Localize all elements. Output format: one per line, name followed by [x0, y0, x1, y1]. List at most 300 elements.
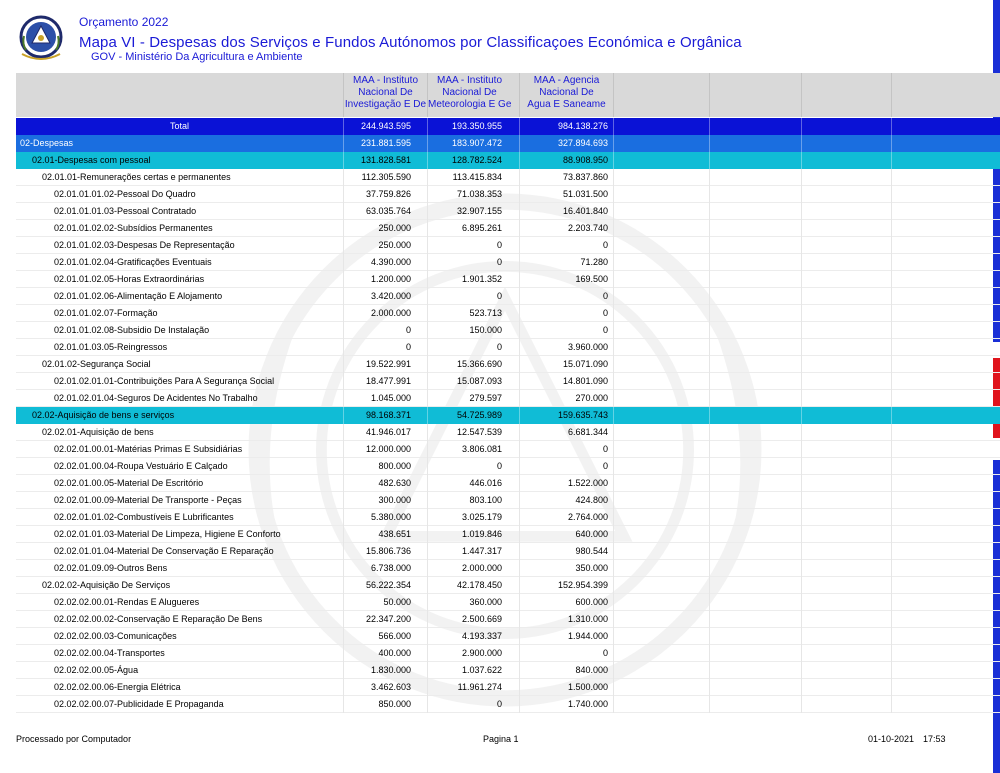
row-column-separator: [613, 237, 614, 254]
row-label: 02.02.01.00.09-Material De Transporte - Peças: [54, 495, 242, 505]
row-column-separator: [891, 492, 892, 509]
row-value: 0: [496, 461, 502, 471]
row-column-separator: [519, 611, 520, 628]
row-value: 54.725.989: [456, 410, 502, 420]
row-value: 98.168.371: [365, 410, 411, 420]
row-column-separator: [801, 237, 802, 254]
row-column-separator: [709, 203, 710, 220]
row-value: 0: [496, 257, 502, 267]
row-value: 566.000: [378, 631, 411, 641]
row-column-separator: [613, 492, 614, 509]
row-column-separator: [519, 220, 520, 237]
row-column-separator: [801, 390, 802, 407]
row-label: 02.02.01.00.04-Roupa Vestuário E Calçado: [54, 461, 228, 471]
row-value: 4.193.337: [461, 631, 502, 641]
row-label: 02.02.02.00.07-Publicidade E Propaganda: [54, 699, 224, 709]
row-value: 250.000: [378, 240, 411, 250]
row-column-separator: [519, 543, 520, 560]
row-value: 2.764.000: [567, 512, 608, 522]
row-column-separator: [891, 186, 892, 203]
row-column-separator: [613, 288, 614, 305]
row-label: 02.02.01.01.02-Combustíveis E Lubrificantes: [54, 512, 234, 522]
table-row: [16, 645, 1000, 662]
row-column-separator: [891, 373, 892, 390]
row-column-separator: [709, 271, 710, 288]
row-value: 56.222.354: [365, 580, 411, 590]
row-column-separator: [709, 339, 710, 356]
row-column-separator: [613, 407, 614, 424]
row-value: 6.895.261: [461, 223, 502, 233]
column-separator: [709, 73, 710, 117]
row-column-separator: [709, 492, 710, 509]
row-value: 18.477.991: [365, 376, 411, 386]
row-column-separator: [613, 594, 614, 611]
row-column-separator: [801, 424, 802, 441]
row-column-separator: [519, 645, 520, 662]
row-column-separator: [891, 356, 892, 373]
row-column-separator: [801, 203, 802, 220]
row-value: 1.944.000: [567, 631, 608, 641]
row-value: 0: [602, 461, 608, 471]
row-column-separator: [519, 458, 520, 475]
coat-of-arms-logo: [16, 14, 66, 64]
row-column-separator: [801, 407, 802, 424]
row-column-separator: [891, 271, 892, 288]
row-value: 2.000.000: [370, 308, 411, 318]
row-column-separator: [519, 407, 520, 424]
row-column-separator: [891, 220, 892, 237]
row-value: 270.000: [575, 393, 608, 403]
row-column-separator: [801, 305, 802, 322]
row-value: 0: [405, 342, 411, 352]
row-value: 2.500.669: [461, 614, 502, 624]
row-value: 16.401.840: [562, 206, 608, 216]
row-column-separator: [801, 135, 802, 152]
row-column-separator: [709, 509, 710, 526]
row-column-separator: [709, 237, 710, 254]
row-column-separator: [891, 594, 892, 611]
row-column-separator: [613, 679, 614, 696]
row-value: 0: [602, 444, 608, 454]
row-label: 02.02.02.00.06-Energia Elétrica: [54, 682, 181, 692]
budget-year-label: Orçamento 2022: [79, 15, 169, 29]
row-column-separator: [709, 305, 710, 322]
row-value: 800.000: [378, 461, 411, 471]
row-value: 438.651: [378, 529, 411, 539]
row-column-separator: [709, 407, 710, 424]
row-column-separator: [801, 441, 802, 458]
row-column-separator: [519, 169, 520, 186]
row-column-separator: [801, 339, 802, 356]
row-column-separator: [709, 220, 710, 237]
row-column-separator: [613, 339, 614, 356]
row-column-separator: [891, 526, 892, 543]
row-column-separator: [709, 254, 710, 271]
row-column-separator: [801, 322, 802, 339]
row-column-separator: [801, 220, 802, 237]
row-column-separator: [709, 424, 710, 441]
row-label: 02.01.01.02.02-Subsídios Permanentes: [54, 223, 213, 233]
row-column-separator: [709, 628, 710, 645]
row-column-separator: [709, 356, 710, 373]
row-column-separator: [709, 594, 710, 611]
row-column-separator: [709, 611, 710, 628]
row-column-separator: [801, 679, 802, 696]
table-row: [16, 339, 1000, 356]
row-value: 3.462.603: [370, 682, 411, 692]
row-column-separator: [519, 356, 520, 373]
row-value: 11.961.274: [457, 682, 502, 692]
row-value: 131.828.581: [360, 155, 411, 165]
row-column-separator: [891, 135, 892, 152]
table-row: [16, 169, 1000, 186]
row-value: 327.894.693: [557, 138, 608, 148]
row-column-separator: [801, 560, 802, 577]
row-value: 0: [602, 240, 608, 250]
row-value: 1.037.622: [461, 665, 502, 675]
row-column-separator: [613, 696, 614, 713]
row-label: 02.01.01.01.03-Pessoal Contratado: [54, 206, 197, 216]
row-value: 1.830.000: [370, 665, 411, 675]
row-label: 02.02.01.00.01-Matérias Primas E Subsidiárias: [54, 444, 243, 454]
column-header-line: Investigação E De: [344, 99, 427, 110]
row-value: 1.310.000: [567, 614, 608, 624]
table-row: [16, 373, 1000, 390]
row-column-separator: [801, 373, 802, 390]
row-column-separator: [801, 628, 802, 645]
row-label: 02.01.02.01.01-Contribuições Para A Segurança Social: [54, 376, 275, 386]
row-column-separator: [801, 288, 802, 305]
row-column-separator: [519, 475, 520, 492]
row-column-separator: [519, 237, 520, 254]
row-column-separator: [519, 509, 520, 526]
table-row: [16, 458, 1000, 475]
row-value: 360.000: [469, 597, 502, 607]
row-column-separator: [891, 169, 892, 186]
row-column-separator: [891, 611, 892, 628]
row-column-separator: [613, 169, 614, 186]
table-row: [16, 611, 1000, 628]
row-column-separator: [801, 611, 802, 628]
row-column-separator: [613, 203, 614, 220]
row-value: 63.035.764: [365, 206, 411, 216]
row-column-separator: [709, 169, 710, 186]
row-value: 112.305.590: [361, 172, 411, 182]
row-column-separator: [613, 152, 614, 169]
row-value: 1.500.000: [567, 682, 608, 692]
row-label: 02.02.02-Aquisição De Serviços: [42, 580, 171, 590]
row-column-separator: [613, 271, 614, 288]
row-column-separator: [613, 441, 614, 458]
row-label: 02.02.02.00.02-Conservação E Reparação De Bens: [54, 614, 263, 624]
row-column-separator: [801, 169, 802, 186]
row-column-separator: [891, 237, 892, 254]
row-column-separator: [613, 628, 614, 645]
row-column-separator: [613, 186, 614, 203]
row-value: 0: [602, 308, 608, 318]
row-column-separator: [613, 305, 614, 322]
column-header-line: MAA - Agencia: [533, 75, 600, 86]
row-column-separator: [709, 662, 710, 679]
row-column-separator: [519, 288, 520, 305]
table-row: [16, 424, 1000, 441]
row-column-separator: [801, 475, 802, 492]
table-row: [16, 152, 1000, 169]
row-value: 482.630: [378, 478, 411, 488]
row-value: 41.946.017: [365, 427, 411, 437]
row-column-separator: [613, 577, 614, 594]
row-column-separator: [519, 135, 520, 152]
row-column-separator: [801, 254, 802, 271]
row-column-separator: [891, 424, 892, 441]
row-label: 02.01-Despesas com pessoal: [32, 155, 151, 165]
table-row: [16, 305, 1000, 322]
row-column-separator: [709, 475, 710, 492]
row-label: 02.02.01.00.05-Material De Escritório: [54, 478, 204, 488]
row-column-separator: [613, 543, 614, 560]
column-separator: [891, 73, 892, 117]
column-header-inmg: [428, 73, 511, 117]
row-column-separator: [801, 118, 802, 135]
row-column-separator: [891, 254, 892, 271]
table-row: [16, 696, 1000, 713]
column-header-line: Nacional De: [539, 87, 594, 98]
row-label: 02.02.02.00.04-Transportes: [54, 648, 165, 658]
row-column-separator: [613, 560, 614, 577]
row-column-separator: [891, 322, 892, 339]
row-value: 193.350.955: [451, 121, 502, 131]
row-value: 12.000.000: [365, 444, 411, 454]
row-label: 02.01.01.03.05-Reingressos: [54, 342, 168, 352]
row-column-separator: [709, 560, 710, 577]
row-column-separator: [519, 152, 520, 169]
row-value: 32.907.155: [456, 206, 502, 216]
row-column-separator: [709, 390, 710, 407]
column-header-line: Nacional De: [442, 87, 497, 98]
row-value: 71.038.353: [456, 189, 502, 199]
row-value: 5.380.000: [370, 512, 411, 522]
row-column-separator: [709, 526, 710, 543]
row-column-separator: [709, 288, 710, 305]
row-value: 2.203.740: [567, 223, 608, 233]
row-value: 300.000: [378, 495, 411, 505]
row-value: 1.200.000: [370, 274, 411, 284]
row-column-separator: [709, 373, 710, 390]
row-value: 640.000: [575, 529, 608, 539]
row-value: 231.881.595: [360, 138, 411, 148]
row-column-separator: [709, 543, 710, 560]
row-label: 02.01.02-Segurança Social: [42, 359, 151, 369]
row-label: 02.02.01.09.09-Outros Bens: [54, 563, 168, 573]
row-value: 12.547.539: [456, 427, 502, 437]
row-label: 02.01.01.02.04-Gratificações Eventuais: [54, 257, 212, 267]
row-column-separator: [519, 679, 520, 696]
row-label: 02-Despesas: [20, 138, 74, 148]
row-label: 02.02.02.00.03-Comunicações: [54, 631, 177, 641]
row-value: 15.071.090: [562, 359, 608, 369]
row-column-separator: [801, 152, 802, 169]
table-row: [16, 356, 1000, 373]
row-column-separator: [891, 628, 892, 645]
row-value: 22.347.200: [365, 614, 411, 624]
row-label: 02.01.01.02.03-Despesas De Representação: [54, 240, 235, 250]
row-column-separator: [891, 696, 892, 713]
row-value: 0: [496, 291, 502, 301]
row-value: 159.635.743: [557, 410, 608, 420]
row-value: 50.000: [383, 597, 411, 607]
row-value: 0: [405, 325, 411, 335]
row-value: 71.280: [580, 257, 608, 267]
row-value: 1.522.000: [567, 478, 608, 488]
row-column-separator: [613, 356, 614, 373]
table-row: [16, 220, 1000, 237]
row-column-separator: [613, 526, 614, 543]
row-column-separator: [801, 271, 802, 288]
row-column-separator: [519, 186, 520, 203]
row-column-separator: [891, 288, 892, 305]
row-value: 1.045.000: [370, 393, 411, 403]
row-column-separator: [801, 594, 802, 611]
table-row: [16, 509, 1000, 526]
row-value: 424.800: [575, 495, 608, 505]
footer-page-number: Pagina 1: [483, 734, 519, 744]
row-value: 42.178.450: [456, 580, 502, 590]
row-column-separator: [519, 696, 520, 713]
row-column-separator: [891, 662, 892, 679]
row-column-separator: [709, 458, 710, 475]
row-column-separator: [613, 373, 614, 390]
row-column-separator: [801, 696, 802, 713]
row-label: 02.02.02.00.01-Rendas E Alugueres: [54, 597, 200, 607]
row-value: 446.016: [469, 478, 502, 488]
row-column-separator: [613, 322, 614, 339]
row-column-separator: [613, 645, 614, 662]
row-label: 02.01.02.01.04-Seguros De Acidentes No Trabalho: [54, 393, 258, 403]
table-row: [16, 543, 1000, 560]
footer-processed-by: Processado por Computador: [16, 734, 132, 744]
row-value: 0: [496, 240, 502, 250]
row-value: 279.597: [469, 393, 502, 403]
row-column-separator: [801, 577, 802, 594]
row-value: 2.000.000: [461, 563, 502, 573]
row-column-separator: [613, 475, 614, 492]
row-label: 02.02.01.01.04-Material De Conservação E Reparação: [54, 546, 274, 556]
row-value: 6.738.000: [370, 563, 411, 573]
row-column-separator: [709, 152, 710, 169]
row-value: 1.019.846: [461, 529, 502, 539]
column-header-ana: [520, 73, 613, 117]
row-column-separator: [801, 356, 802, 373]
row-column-separator: [519, 203, 520, 220]
row-column-separator: [519, 594, 520, 611]
row-column-separator: [519, 373, 520, 390]
row-column-separator: [891, 407, 892, 424]
row-column-separator: [613, 254, 614, 271]
column-header-line: Agua E Saneame: [527, 99, 606, 110]
table-row: [16, 203, 1000, 220]
table-row: [16, 560, 1000, 577]
row-column-separator: [709, 577, 710, 594]
row-value: 1.447.317: [461, 546, 502, 556]
row-column-separator: [519, 339, 520, 356]
row-column-separator: [519, 628, 520, 645]
row-value: 37.759.826: [365, 189, 411, 199]
row-value: 88.908.950: [562, 155, 608, 165]
row-value: 183.907.472: [451, 138, 502, 148]
row-label: 02.01.01.01.02-Pessoal Do Quadro: [54, 189, 196, 199]
row-column-separator: [801, 186, 802, 203]
row-column-separator: [709, 441, 710, 458]
row-value: 15.806.736: [365, 546, 411, 556]
row-column-separator: [891, 118, 892, 135]
column-separator: [613, 73, 614, 117]
row-column-separator: [801, 662, 802, 679]
row-value: 73.837.860: [562, 172, 608, 182]
row-value: 840.000: [575, 665, 608, 675]
row-value: 0: [602, 325, 608, 335]
row-value: 128.782.524: [451, 155, 502, 165]
row-column-separator: [709, 645, 710, 662]
row-label: 02.01.01.02.08-Subsidio De Instalação: [54, 325, 210, 335]
row-column-separator: [709, 696, 710, 713]
row-column-separator: [891, 475, 892, 492]
row-value: 803.100: [469, 495, 502, 505]
row-column-separator: [613, 135, 614, 152]
row-column-separator: [801, 458, 802, 475]
row-column-separator: [891, 441, 892, 458]
table-row: [16, 441, 1000, 458]
row-column-separator: [801, 543, 802, 560]
row-value: 244.943.595: [360, 121, 411, 131]
row-column-separator: [519, 441, 520, 458]
row-column-separator: [613, 220, 614, 237]
row-value: 400.000: [378, 648, 411, 658]
ministry-subtitle: GOV - Ministério Da Agricultura e Ambiente: [91, 51, 303, 63]
table-row: [16, 186, 1000, 203]
row-label: 02.01.01-Remunerações certas e permanentes: [42, 172, 231, 182]
row-column-separator: [519, 390, 520, 407]
row-column-separator: [519, 662, 520, 679]
row-value: 523.713: [469, 308, 502, 318]
row-value: 15.366.690: [456, 359, 502, 369]
row-column-separator: [891, 458, 892, 475]
row-column-separator: [519, 577, 520, 594]
row-value: 150.000: [469, 325, 502, 335]
row-column-separator: [801, 492, 802, 509]
row-column-separator: [519, 424, 520, 441]
row-value: 2.900.000: [461, 648, 502, 658]
row-column-separator: [801, 526, 802, 543]
row-value: 51.031.500: [562, 189, 608, 199]
row-column-separator: [613, 509, 614, 526]
row-column-separator: [891, 560, 892, 577]
table-row: [16, 492, 1000, 509]
row-column-separator: [891, 645, 892, 662]
footer-date: 01-10-2021: [868, 734, 915, 744]
column-separator: [801, 73, 802, 117]
row-column-separator: [519, 492, 520, 509]
row-label: 02.02-Aquisição de bens e serviços: [32, 410, 175, 420]
row-column-separator: [891, 203, 892, 220]
table-row: [16, 237, 1000, 254]
row-value: 152.954.399: [557, 580, 608, 590]
row-column-separator: [519, 118, 520, 135]
column-header-line: MAA - Instituto: [436, 75, 503, 86]
row-label: 02.02.02.00.05-Água: [54, 665, 139, 675]
row-label: Total: [169, 121, 189, 131]
row-column-separator: [709, 186, 710, 203]
table-row: [16, 390, 1000, 407]
